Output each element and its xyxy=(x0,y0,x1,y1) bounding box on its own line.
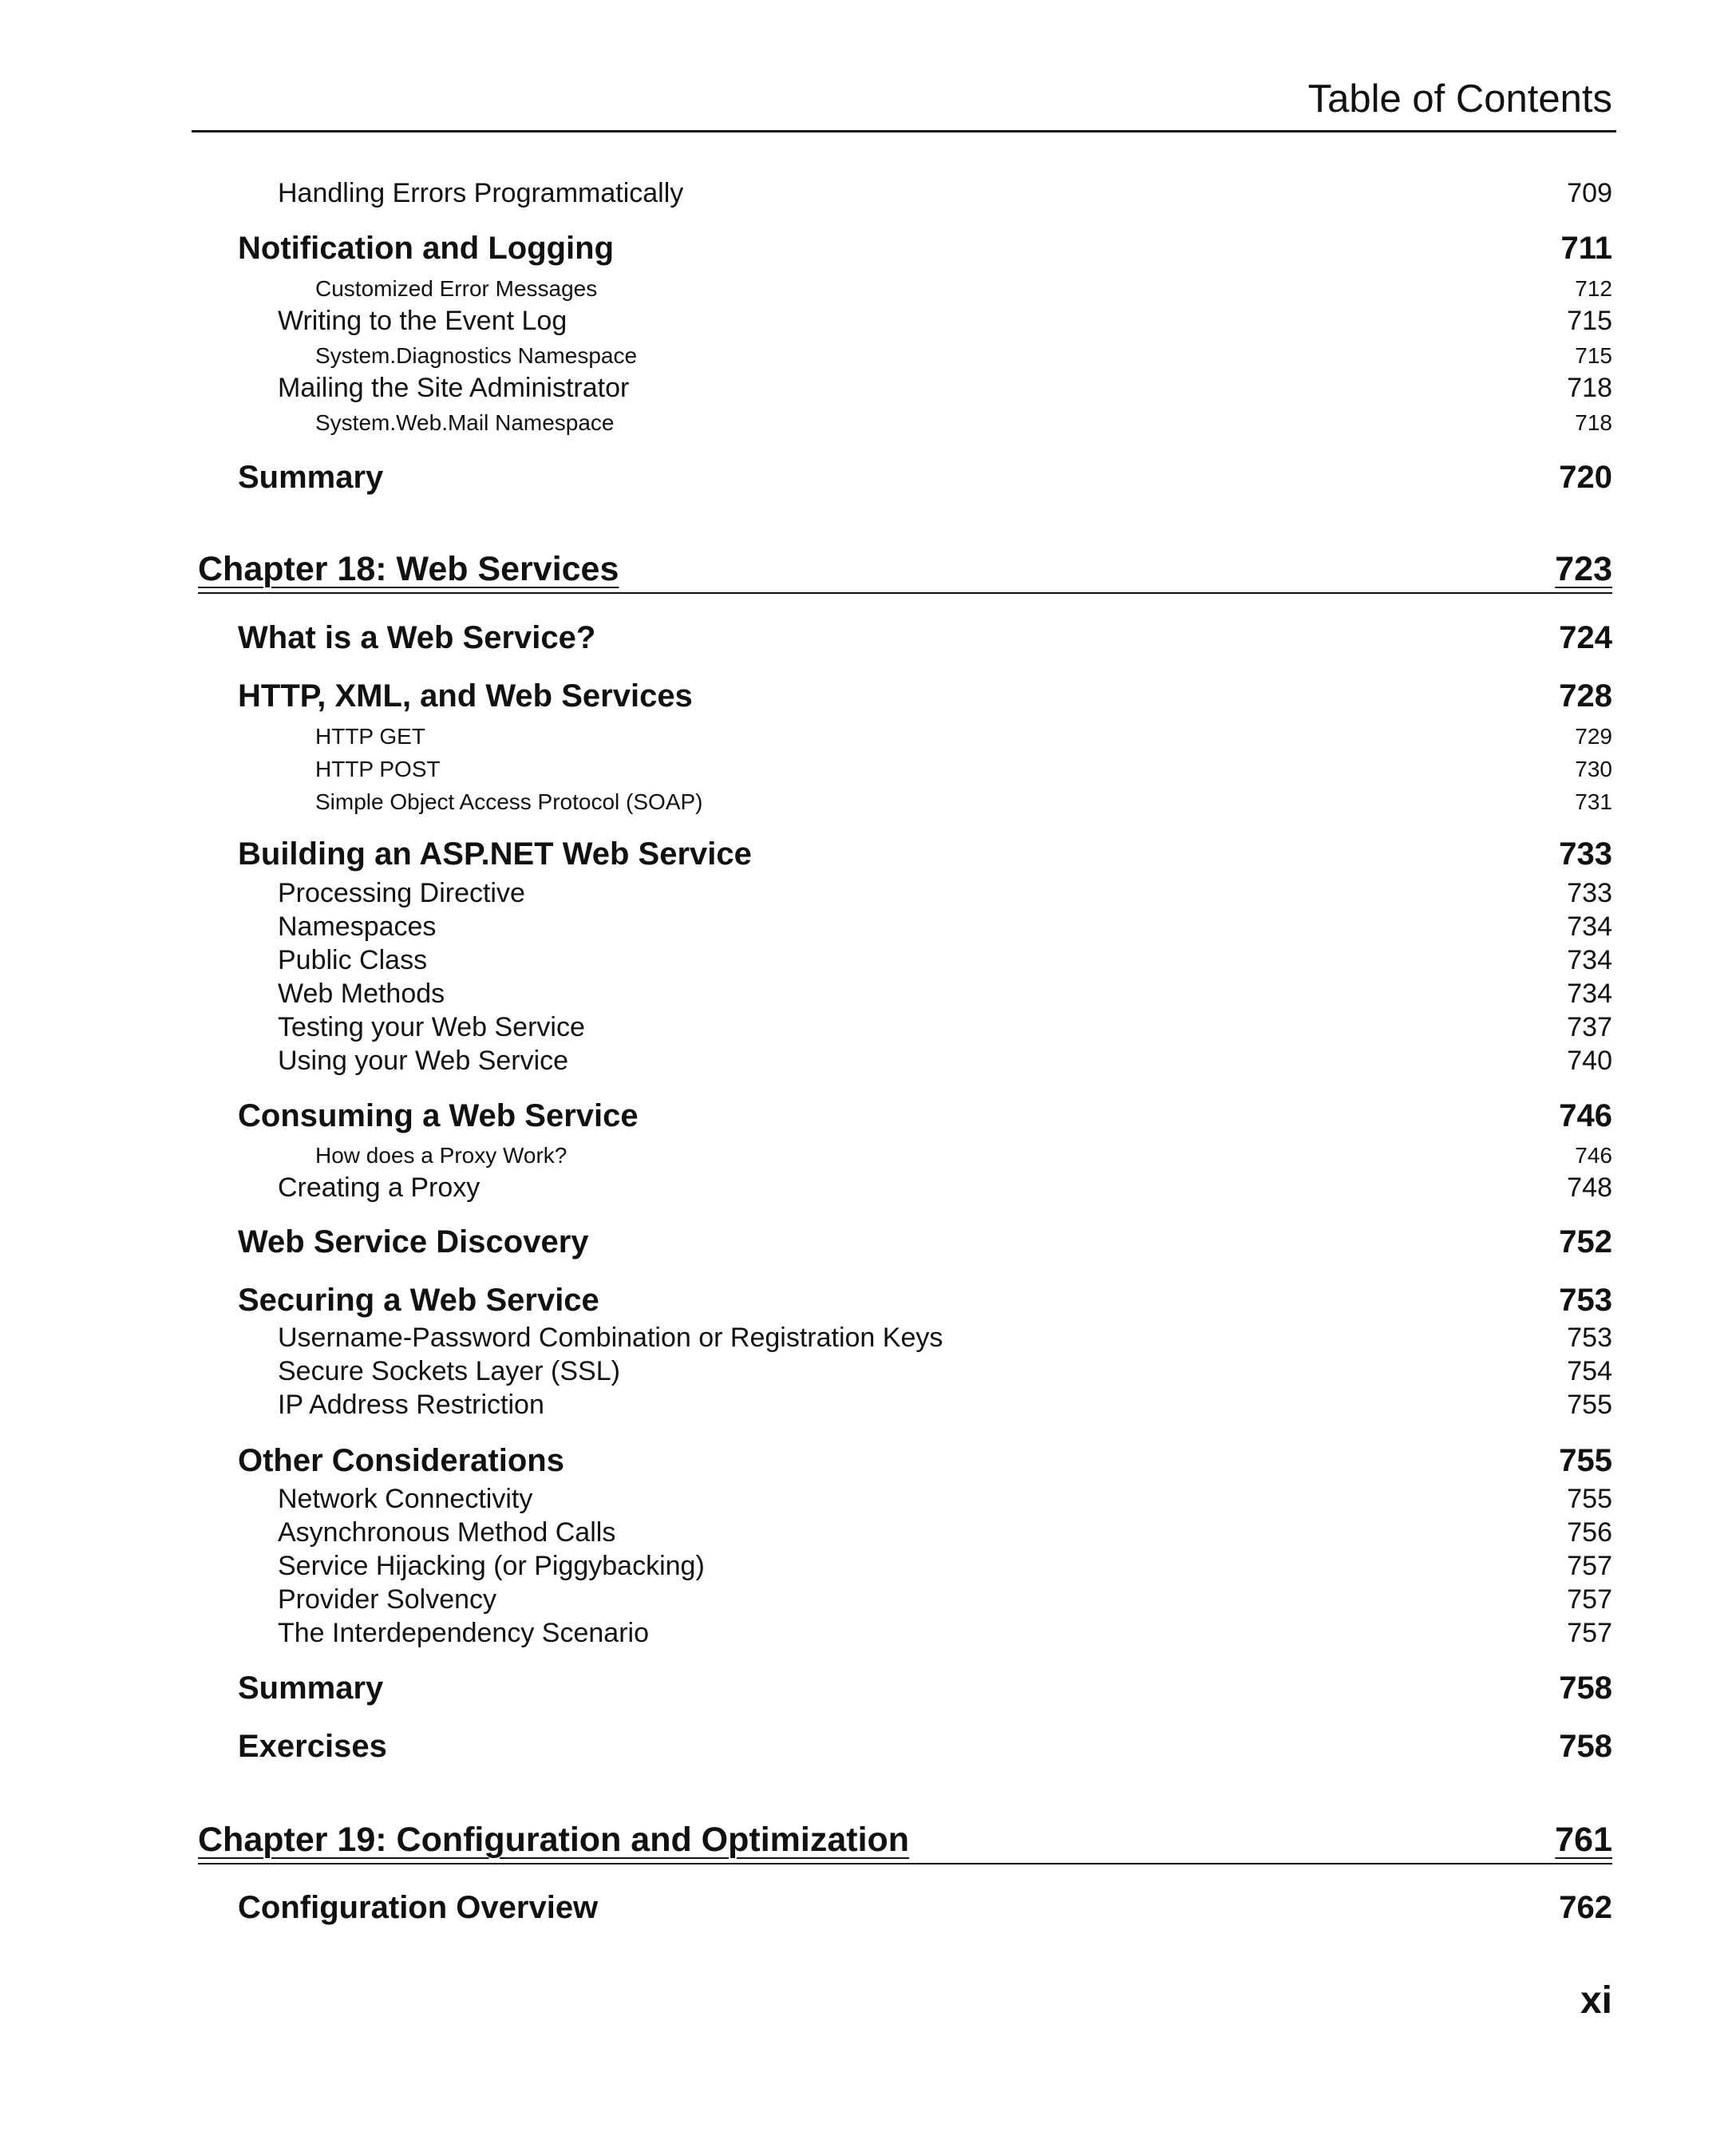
toc-entry-title: Username-Password Combination or Registration Keys xyxy=(278,1323,943,1353)
toc-chapter-title: Chapter 19: Configuration and Optimization xyxy=(198,1821,910,1859)
toc-section-entry[interactable] xyxy=(198,1730,1612,1778)
toc-entry[interactable] xyxy=(198,1391,1612,1439)
toc-entry-page: 762 xyxy=(1559,1890,1612,1925)
toc-entry[interactable] xyxy=(198,1174,1612,1222)
toc-entry-title: Mailing the Site Administrator xyxy=(278,373,630,403)
toc-entry-title: Provider Solvency xyxy=(278,1584,497,1615)
toc-entry-page: 757 xyxy=(1567,1551,1612,1581)
toc-entry-page: 755 xyxy=(1559,1443,1612,1478)
toc-chapter-entry[interactable] xyxy=(198,1823,1612,1879)
toc-entry-title: Network Connectivity xyxy=(278,1484,533,1514)
toc-entry-title: Consuming a Web Service xyxy=(238,1098,639,1133)
toc-entry-title: What is a Web Service? xyxy=(238,620,596,655)
toc-entry-page: 711 xyxy=(1560,231,1612,266)
toc-entry-page: 737 xyxy=(1567,1012,1612,1042)
toc-entry-title: System.Diagnostics Namespace xyxy=(315,343,638,368)
toc-entry[interactable] xyxy=(198,791,1612,839)
chapter-underline-rule xyxy=(198,1863,1612,1864)
toc-entry-page: 730 xyxy=(1575,757,1612,781)
toc-entry-title: Summary xyxy=(238,1671,384,1706)
toc-entry-title: IP Address Restriction xyxy=(278,1390,544,1420)
toc-entry-page: 733 xyxy=(1559,836,1612,872)
toc-entry[interactable] xyxy=(198,1619,1612,1667)
toc-entry-title: How does a Proxy Work? xyxy=(315,1143,567,1168)
toc-entry[interactable] xyxy=(198,1047,1612,1095)
toc-section-entry[interactable] xyxy=(198,461,1612,509)
running-header-title: Table of Contents xyxy=(1307,77,1612,121)
toc-section-entry[interactable] xyxy=(198,1892,1612,1940)
toc-entry-title: Processing Directive xyxy=(278,878,525,908)
toc-entry-page: 756 xyxy=(1567,1517,1612,1548)
toc-chapter-page: 761 xyxy=(1555,1821,1612,1859)
toc-entry-title: Web Service Discovery xyxy=(238,1224,589,1259)
toc-entry-page: 731 xyxy=(1575,789,1612,814)
toc-entry-title: Customized Error Messages xyxy=(315,276,598,301)
toc-entry-page: 755 xyxy=(1567,1390,1612,1420)
toc-entry-title: HTTP, XML, and Web Services xyxy=(238,678,693,714)
toc-entry-page: 757 xyxy=(1567,1618,1612,1648)
toc-chapter-entry[interactable] xyxy=(198,552,1612,608)
toc-entry-title: The Interdependency Scenario xyxy=(278,1618,649,1648)
toc-entry-title: HTTP POST xyxy=(315,757,441,781)
toc-entry-page: 718 xyxy=(1567,373,1612,403)
toc-entry-page: 758 xyxy=(1559,1671,1612,1706)
toc-entry-page: 728 xyxy=(1559,678,1612,714)
toc-entry-title: Public Class xyxy=(278,945,428,975)
toc-entry[interactable] xyxy=(198,412,1612,460)
toc-entry-title: Configuration Overview xyxy=(238,1890,599,1925)
toc-entry-title: System.Web.Mail Namespace xyxy=(315,410,615,435)
toc-entry-page: 729 xyxy=(1575,724,1612,749)
toc-entry-page: 724 xyxy=(1559,620,1612,655)
toc-entry[interactable] xyxy=(198,180,1612,227)
toc-entry-title: Securing a Web Service xyxy=(238,1283,599,1318)
toc-entry-page: 734 xyxy=(1567,979,1612,1009)
toc-section-entry[interactable] xyxy=(198,1100,1612,1148)
toc-entry-page: 720 xyxy=(1559,460,1612,495)
toc-entry-title: Service Hijacking (or Piggybacking) xyxy=(278,1551,705,1581)
toc-section-entry[interactable] xyxy=(198,1672,1612,1720)
toc-entry-page: 733 xyxy=(1567,878,1612,908)
page-number: xi xyxy=(1580,1979,1612,2022)
toc-entry-page: 757 xyxy=(1567,1584,1612,1615)
toc-entry-title: Using your Web Service xyxy=(278,1046,569,1076)
toc-entry-title: Building an ASP.NET Web Service xyxy=(238,836,752,872)
toc-entry-page: 755 xyxy=(1567,1484,1612,1514)
toc-entry-page: 715 xyxy=(1567,306,1612,336)
toc-entry-title: Secure Sockets Layer (SSL) xyxy=(278,1356,620,1386)
toc-entry-page: 748 xyxy=(1567,1172,1612,1203)
header-rule xyxy=(192,130,1616,132)
toc-chapter-page: 723 xyxy=(1555,550,1612,588)
toc-entry-page: 740 xyxy=(1567,1046,1612,1076)
toc-section-entry[interactable] xyxy=(198,680,1612,728)
toc-entry-page: 718 xyxy=(1575,410,1612,435)
toc-entry-page: 754 xyxy=(1567,1356,1612,1386)
toc-entry-page: 712 xyxy=(1575,276,1612,301)
toc-entry-page: 758 xyxy=(1559,1729,1612,1764)
toc-entry-title: Web Methods xyxy=(278,979,445,1009)
toc-section-entry[interactable] xyxy=(198,232,1612,280)
toc-entry-page: 753 xyxy=(1567,1323,1612,1353)
toc-entry-title: Exercises xyxy=(238,1729,387,1764)
toc-entry-title: Notification and Logging xyxy=(238,231,615,266)
toc-entry-title: Handling Errors Programmatically xyxy=(278,178,684,208)
chapter-underline-rule xyxy=(198,592,1612,594)
toc-entry-title: Other Considerations xyxy=(238,1443,564,1478)
toc-entry-title: Namespaces xyxy=(278,911,437,942)
toc-section-entry[interactable] xyxy=(198,1226,1612,1274)
toc-entry-page: 734 xyxy=(1567,945,1612,975)
toc-entry-page: 746 xyxy=(1575,1143,1612,1168)
toc-entry-title: Summary xyxy=(238,460,384,495)
toc-entry-page: 715 xyxy=(1575,343,1612,368)
toc-entry-title: Writing to the Event Log xyxy=(278,306,567,336)
toc-entry-title: Creating a Proxy xyxy=(278,1172,480,1203)
toc-entry-title: HTTP GET xyxy=(315,724,425,749)
toc-entry-page: 709 xyxy=(1567,178,1612,208)
toc-entry-page: 752 xyxy=(1559,1224,1612,1259)
toc-entry-page: 753 xyxy=(1559,1283,1612,1318)
toc-section-entry[interactable] xyxy=(198,622,1612,670)
toc-entry-title: Testing your Web Service xyxy=(278,1012,585,1042)
toc-chapter-title: Chapter 18: Web Services xyxy=(198,550,619,588)
toc-entry-page: 734 xyxy=(1567,911,1612,942)
toc-entry-title: Simple Object Access Protocol (SOAP) xyxy=(315,789,703,814)
toc-entry-page: 746 xyxy=(1559,1098,1612,1133)
toc-entry-title: Asynchronous Method Calls xyxy=(278,1517,616,1548)
